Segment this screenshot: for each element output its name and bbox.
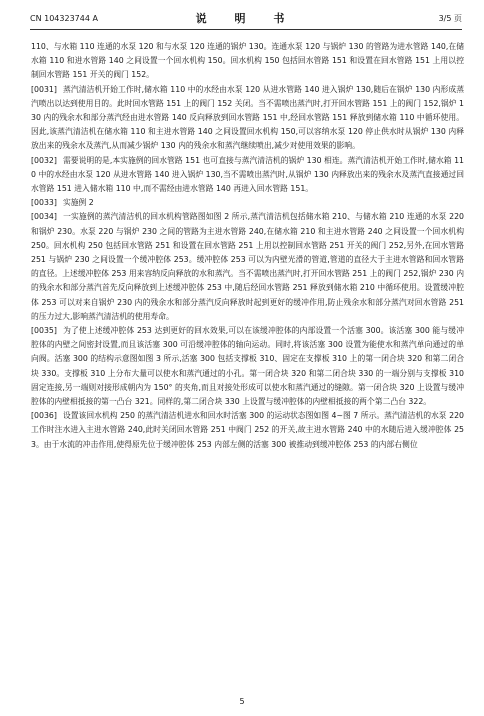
paragraph-0036 bbox=[31, 409, 464, 452]
paragraph-0033 bbox=[31, 196, 464, 210]
paragraph-text: 为了使上述缓冲腔体 253 达到更好的回水效果,可以在该缓冲腔体的内部设置一个活塞 300。该活塞 300 能与缓冲腔体的内壁之间密封设置,而且该活塞 300 可沿缓冲腔体的轴向运动。同时,将该活塞 300 设置为能使水和蒸汽单向通过的单向阀。活塞 300 的结构示意图如图 3 所示,活塞 300 包括支撑板 310、固定在支撑板 310 上的第一闭合块 320 和第二闭合块 330。支撑板 310 上分布大量可以使水和蒸汽通过的小孔。第一闭合块 320 和第二闭合块 330 的一端分别与支撑板 310 固定连接,另一端则对接形成朝内为 150° 的夹角,而且对接处形成可以使水和蒸汽通过的缝隙。第一闭合块 320 上设置与缓冲腔体的内壁相抵接的第一凸台 321。同样的,第二闭合块 330 上设置与缓冲腔体的内壁相抵接的两个第二凸台 322。 bbox=[31, 326, 464, 407]
document-body bbox=[31, 40, 464, 452]
paragraph-tag: [0034] bbox=[31, 212, 57, 222]
page-title: 说 明 书 bbox=[195, 12, 297, 25]
paragraph-0034 bbox=[31, 210, 464, 324]
paragraph-tag: [0033] bbox=[31, 198, 57, 208]
paragraph-text: 设置该回水机构 250 的蒸汽清洁机进水和回水时活塞 300 的运动状态图如图 4~图 7 所示。蒸汽清洁机的水泵 220 工作时注水进入主进水管路 240,此时关闭回水管路 251 中阀门 252 的开关,故主进水管路 240 中的水随后进入缓冲腔体 253。由于水流的冲击作用,使得原先位于缓冲腔体 253 内部左侧的活塞 300 被推动到缓冲腔体 253 的内部右侧位 bbox=[31, 411, 464, 449]
paragraph-tag: [0031] bbox=[31, 84, 57, 94]
patent-number: CN 104323744 A bbox=[30, 14, 98, 23]
paragraph-tag: [0035] bbox=[31, 326, 57, 336]
paragraph-tag: [0032] bbox=[31, 155, 57, 165]
paragraph-text: 蒸汽清洁机开始工作时,储水箱 110 中的水经由水泵 120 从进水管路 140 进入锅炉 130,随后在锅炉 130 内形成蒸汽喷出以达到使用目的。此时回水管路 151 上的阀门 152 关闭。当不需喷出蒸汽时,打开回水管路 151 上的阀门 152,锅炉 130 内的残余水和部分蒸汽经由进水管路 140 反向释放到回水管路 151 中,经回水管路 151 释放到储水箱 110 中循环使用。因此,该蒸汽清洁机在储水箱 110 和主进水管路 140 之间设置回水机构 150,可以容纳水泵 120 停止供水时从锅炉 130 内释放出来的残余水及蒸汽,从而减少锅炉 130 内的残余水和蒸汽继续喷出,减少对使用效果的影响。 bbox=[31, 84, 464, 151]
paragraph-0032 bbox=[31, 154, 464, 197]
paragraph-0031 bbox=[31, 83, 464, 154]
paragraph-text: 实施例 2 bbox=[62, 198, 94, 208]
page-number: 5 bbox=[239, 697, 245, 706]
page-header bbox=[30, 10, 462, 28]
paragraph-0035 bbox=[31, 324, 464, 409]
paragraph-tag: [0036] bbox=[31, 411, 57, 421]
page-count: 3/5 页 bbox=[438, 14, 462, 23]
paragraph-text: 需要说明的是,本实施例的回水管路 151 也可直接与蒸汽清洁机的锅炉 130 相连。蒸汽清洁机开始工作时,储水箱 110 中的水经由水泵 120 从进水管路 140 进入锅炉 130,当不需喷出蒸汽时,从锅炉 130 内释放出来的残余水及蒸汽直接通过回水管路 151 进入储水箱 110 中,而不需经由进水管路 140 再进入回水管路 151。 bbox=[31, 155, 464, 194]
paragraph-text: 110、与水箱 110 连通的水泵 120 和与水泵 120 连通的锅炉 130。连通水泵 120 与锅炉 130 的管路为进水管路 140,在储水箱 110 和进水管路 140 之间设置一个回水机构 150。回水机构 150 包括回水管路 151 和设置在回水管路 151 上用以控制回水管路 151 开关的阀门 152。 bbox=[31, 42, 464, 80]
page-footer bbox=[0, 697, 484, 706]
paragraph-continuation bbox=[31, 40, 464, 83]
paragraph-text: 一实施例的蒸汽清洁机的回水机构管路图如图 2 所示,蒸汽清洁机包括储水箱 210、与储水箱 210 连通的水泵 220 和锅炉 230。水泵 220 与锅炉 230 之间的管路为主进水管路 240,在储水箱 210 和主进水管路 240 之间设置一个回水机构 250。回水机构 250 包括回水管路 251 和设置在回水管路 251 上用以控制回水管路 251 开关的阀门 252,另外,在回水管路 251 与锅炉 230 之间设置一个缓冲腔体 253。缓冲腔体 253 可以为内壁光滑的管道,管道的直径大于主进水管路和回水管路的直径。上述缓冲腔体 253 用来容纳反向释放的水和蒸汽。当不需喷出蒸汽时,打开回水管路 251 上的阀门 252,锅炉 230 内的残余水和部分蒸汽首先反向释放到上述缓冲腔体 253 中,随后经回水管路 251 释放到储水箱 210 中循环使用。设置缓冲腔体 253 可以对来自锅炉 230 内的残余水和部分蒸汽反向释放时起到更好的缓冲作用,防止残余水和部分蒸汽对回水管路 251 的压力过大,影响蒸汽清洁机的使用寿命。 bbox=[31, 212, 464, 321]
header-rule bbox=[30, 29, 462, 30]
